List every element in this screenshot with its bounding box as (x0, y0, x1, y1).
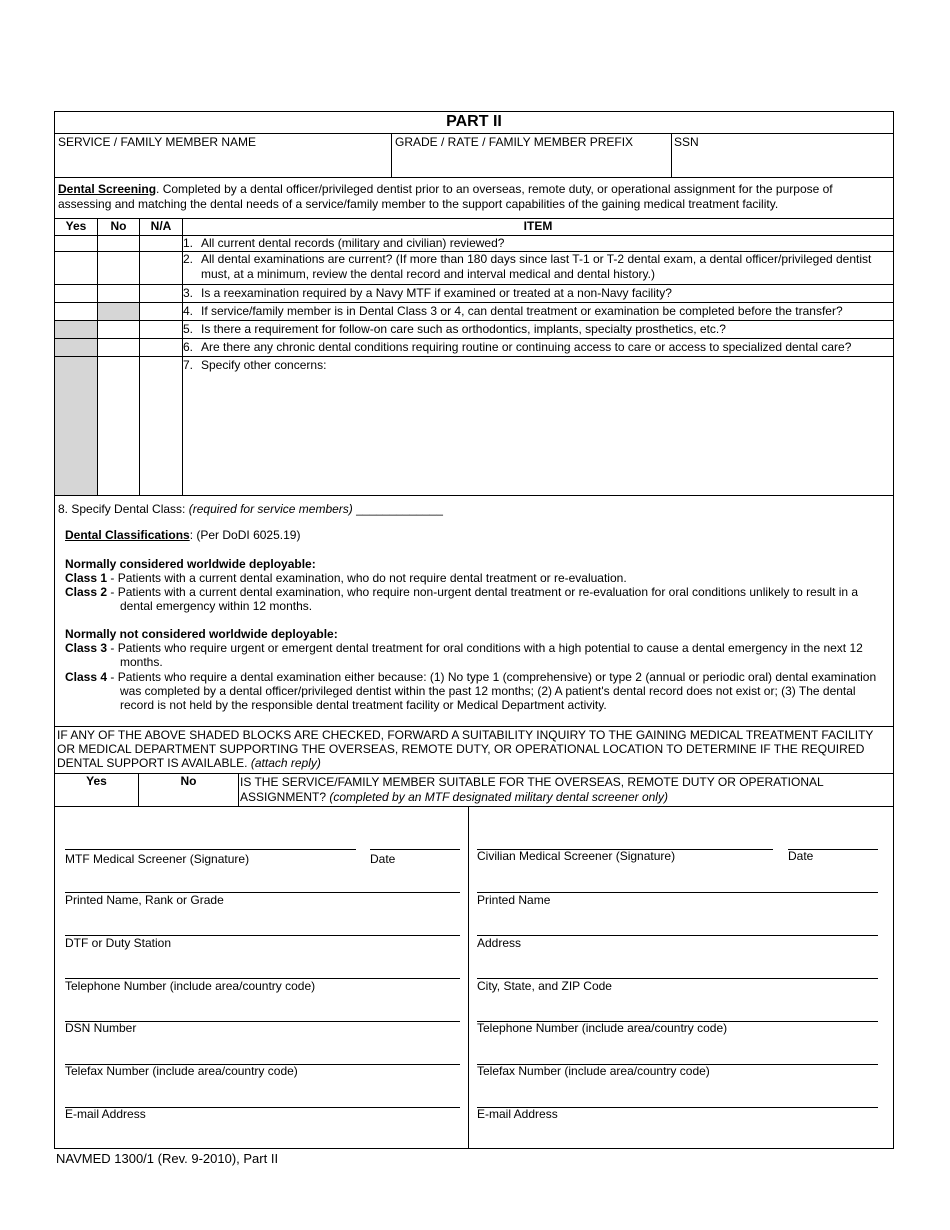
item-3 (183, 286, 891, 301)
class-1 (65, 571, 885, 585)
right-field-label: Address (477, 936, 522, 950)
divider (55, 726, 893, 727)
right-field-label: Telefax Number (include area/country code) (477, 1064, 710, 1078)
class-text: - Patients with a current dental examination, who require non-urgent dental treatment or re-evaluation for oral conditions unlikely to result in a dental emergency within 12 months. (107, 585, 859, 613)
item-text: Is a reexamination required by a Navy MTF if examined or treated at a non-Navy facility? (201, 286, 672, 300)
grade-label: GRADE / RATE / FAMILY MEMBER PREFIX (395, 135, 634, 149)
item-number: 1. (183, 236, 194, 250)
left-field-label: DSN Number (65, 1021, 137, 1035)
column-item: ITEM (523, 219, 553, 233)
right-field-label: Printed Name (477, 893, 551, 907)
civilian-signature-label: Civilian Medical Screener (Signature) (477, 849, 676, 863)
other-concerns-field[interactable] (185, 374, 889, 492)
class-text: - Patients who require a dental examination either because: (1) No type 1 (comprehensive) or type 2 (annual or periodic oral) dental examination was completed by a dental officer/privileged dentist within the past 12 months; (2) A patient's dental record does not exist or; (3) The dental record is not held by the responsible dental treatment facility or Medical Department activity. (107, 670, 877, 712)
item-2 (183, 252, 891, 282)
shaded-notice-text: IF ANY OF THE ABOVE SHADED BLOCKS ARE CHECKED, FORWARD A SUITABILITY INQUIRY TO THE GAINING MEDICAL TREATMENT FACILITY OR MEDICAL DEPARTMENT SUPPORTING THE OVERSEAS, REMOTE DUTY, OR OPERATIONAL LOCATION TO DETERMINE IF THE REQUIRED DENTAL SUPPORT IS AVAILABLE. (57, 728, 874, 770)
item-number: 3. (183, 286, 194, 300)
divider (391, 133, 392, 177)
column-yes: Yes (65, 219, 87, 233)
item-text: If service/family member is in Dental Class 3 or 4, can dental treatment or examination be completed before the transfer? (201, 304, 843, 318)
class-name: Class 3 (65, 641, 108, 655)
ssn-field[interactable] (673, 150, 891, 176)
item-text: Are there any chronic dental conditions requiring routine or continuing access to care or access to specialized dental care? (201, 340, 852, 354)
mtf-date-label: Date (370, 852, 396, 866)
item-1-na-checkbox[interactable] (141, 236, 181, 251)
item-1 (183, 236, 891, 251)
divider (55, 356, 893, 357)
class-text: - Patients who require urgent or emergent dental treatment for oral conditions with a high potential to cause a dental emergency in the next 12 months. (107, 641, 863, 669)
screening-text: . Completed by a dental officer/privileged dentist prior to an overseas, remote duty, or operational assignment for the purpose of assessing and matching the dental needs of a service/family member to the support capabilities of the gaining medical treatment facility. (58, 182, 833, 211)
right-field-label: City, State, and ZIP Code (477, 979, 612, 993)
class-4 (65, 670, 885, 712)
shaded-notice-note: (attach reply) (250, 756, 321, 770)
item-5 (183, 322, 891, 337)
divider (55, 495, 893, 496)
shaded-block (55, 321, 97, 495)
dental-class-blank: _____________ (352, 502, 443, 516)
dental-class-field[interactable] (58, 502, 443, 516)
right-field-label: E-mail Address (477, 1107, 558, 1121)
shaded-notice (57, 728, 893, 770)
divider (55, 302, 893, 303)
divider (97, 218, 98, 496)
divider (55, 177, 893, 178)
class-3 (65, 641, 885, 669)
item-number: 5. (183, 322, 194, 336)
left-field-label: E-mail Address (65, 1107, 146, 1121)
right-field-label: Telephone Number (include area/country code) (477, 1021, 728, 1035)
item-number: 4. (183, 304, 194, 318)
left-field-label: Printed Name, Rank or Grade (65, 893, 224, 907)
divider (55, 320, 893, 321)
shaded-block (98, 303, 139, 320)
civilian-date-label: Date (788, 849, 814, 863)
name-field[interactable] (56, 150, 390, 176)
dental-class-prompt: 8. Specify Dental Class: (58, 502, 189, 516)
item-number: 2. (183, 252, 194, 266)
class-name: Class 1 (65, 571, 108, 585)
divider (55, 806, 893, 807)
classifications-ref: : (Per DoDI 6025.19) (189, 528, 301, 542)
divider (139, 218, 140, 496)
divider (55, 338, 893, 339)
item-6 (183, 340, 891, 355)
item-text: Is there a requirement for follow-on care such as orthodontics, implants, specialty prosthetics, etc.? (201, 322, 726, 336)
class-text: - Patients with a current dental examination, who do not require dental treatment or re-evaluation. (107, 571, 627, 585)
class-name: Class 2 (65, 585, 108, 599)
divider (238, 773, 239, 806)
divider (55, 284, 893, 285)
field-line[interactable] (477, 935, 878, 936)
left-field-label: Telephone Number (include area/country code) (65, 979, 316, 993)
column-na: N/A (150, 219, 172, 233)
date-line[interactable] (370, 849, 460, 850)
item-7 (183, 358, 891, 373)
item-1-no-checkbox[interactable] (99, 236, 138, 251)
column-no: No (110, 219, 127, 233)
left-field-label: DTF or Duty Station (65, 936, 172, 950)
item-1-yes-checkbox[interactable] (56, 236, 96, 251)
class-name: Class 4 (65, 670, 108, 684)
suitable-yes-checkbox[interactable] (56, 789, 137, 805)
dental-class-note: (required for service members) (188, 502, 353, 516)
form-part-ii (54, 111, 894, 1149)
suitability-question (240, 775, 880, 805)
name-label: SERVICE / FAMILY MEMBER NAME (58, 135, 257, 149)
not-deployable-heading: Normally not considered worldwide deployable: (65, 627, 338, 641)
suitable-no-label: No (180, 774, 197, 788)
divider (468, 806, 469, 1149)
item-text: All current dental records (military and civilian) reviewed? (201, 236, 505, 250)
grade-field[interactable] (393, 150, 669, 176)
mtf-signature-label: MTF Medical Screener (Signature) (65, 852, 250, 866)
item-number: 7. (183, 358, 194, 372)
suitability-question-text: IS THE SERVICE/FAMILY MEMBER SUITABLE FOR THE OVERSEAS, REMOTE DUTY OR OPERATIONAL ASSIGNMENT? (240, 775, 824, 804)
suitability-note: (completed by an MTF designated military dental screener only) (329, 790, 668, 804)
page-title: PART II (446, 113, 502, 130)
item-text: All dental examinations are current? (If more than 180 days since last T-1 or T-2 dental exam, a dental officer/privileged dentist must, at a minimum, review the dental record and interval medical and dental history.) (201, 252, 872, 281)
item-text: Specify other concerns: (201, 358, 327, 372)
form-footer: NAVMED 1300/1 (Rev. 9-2010), Part II (56, 1151, 279, 1166)
signature-line[interactable] (65, 849, 356, 850)
divider (671, 133, 672, 177)
screening-heading: Dental Screening (58, 182, 157, 196)
divider (55, 133, 893, 134)
ssn-label: SSN (674, 135, 699, 149)
deployable-heading: Normally considered worldwide deployable: (65, 557, 316, 571)
class-2 (65, 585, 885, 613)
item-4 (183, 304, 891, 319)
screening-paragraph (58, 182, 888, 212)
classifications-heading: Dental Classifications (65, 528, 190, 542)
left-field-label: Telefax Number (include area/country code) (65, 1064, 298, 1078)
suitable-yes-label: Yes (86, 774, 107, 788)
classifications-heading-row (65, 528, 300, 542)
suitable-no-checkbox[interactable] (140, 789, 237, 805)
item-number: 6. (183, 340, 194, 354)
